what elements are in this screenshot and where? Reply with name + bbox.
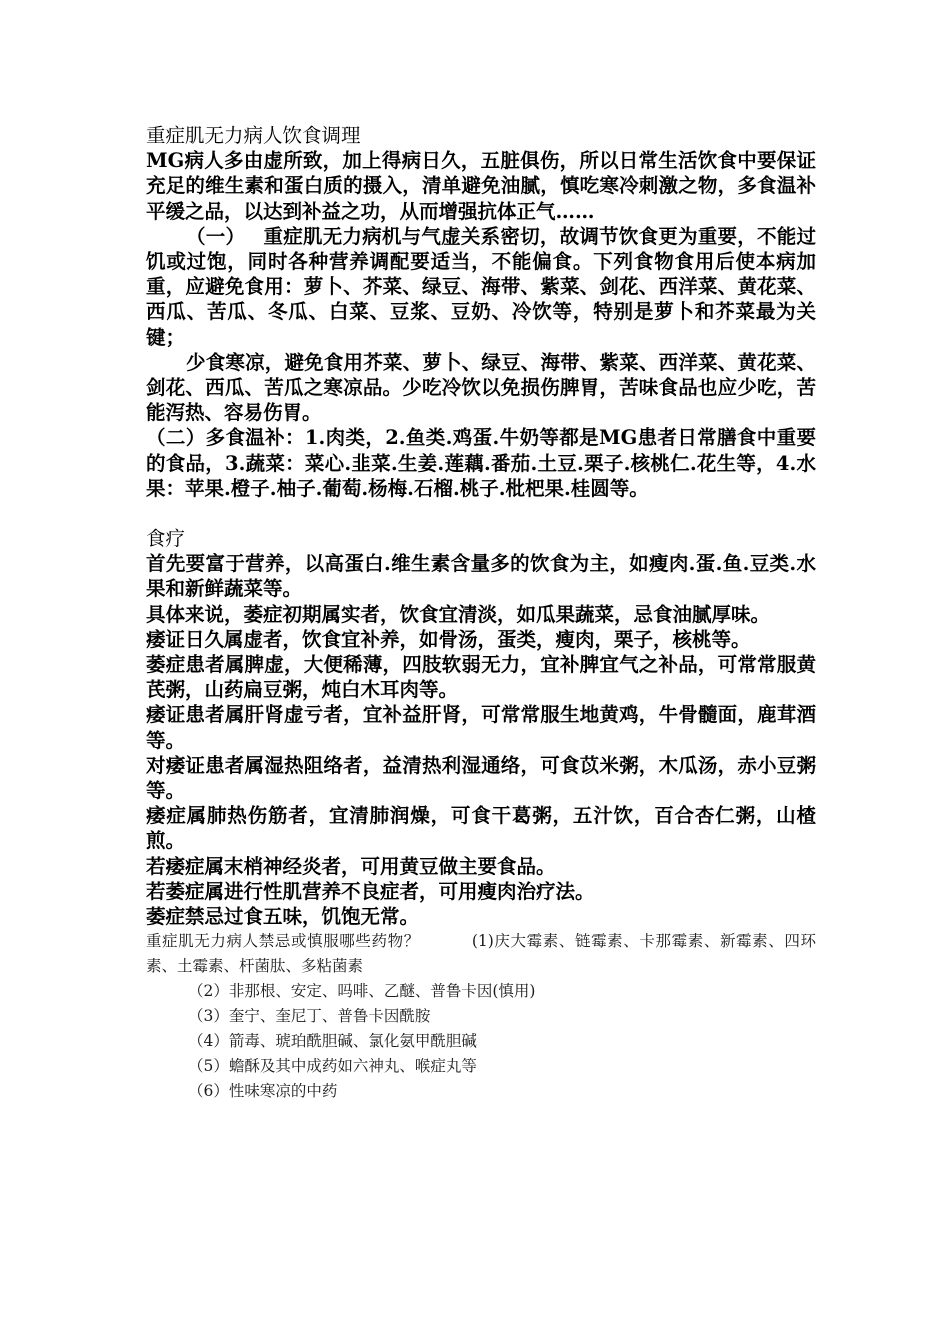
therapy-line: 首先要富于营养，以高蛋白.维生素含量多的饮食为主，如瘦肉.蛋.鱼.豆类.水果和新鲜蔬菜等。 [146, 552, 816, 601]
section2-paragraph [146, 425, 816, 501]
therapy-line: 萎症禁忌过食五味，饥饱无常。 [146, 905, 420, 929]
doc-title: 重症肌无力病人饮食调理 [146, 124, 361, 147]
section2-text: 1.肉类，2.鱼类.鸡蛋.牛奶等都是MG患者日常膳食中重要的食品，3.蔬菜：菜心.韭菜.生姜.莲藕.番茄.土豆.栗子.核桃仁.花生等，4.水果：苹果.橙子.柚子.葡萄.杨梅.石榴.桃子.枇杷果.桂圆等。 [146, 426, 816, 500]
therapy-line: 痿证日久属虚者，饮食宜补养，如骨汤，蛋类，瘦肉，栗子，核桃等。 [146, 627, 751, 651]
cold-food-rest: 少吃冷饮以免损伤脾胃，苦味食品也应少吃，苦能泻热、容易伤胃。 [146, 376, 816, 425]
drug-question-paragraph [146, 929, 816, 979]
therapy-title: 食疗 [146, 527, 186, 551]
section1-paragraph [146, 224, 816, 350]
drug-item-1: (1)庆大霉素、链霉素、卡那霉素、新霉素、四环素、土霉素、杆菌肽、多粘菌素 [146, 932, 816, 976]
therapy-line: 若痿症属末梢神经炎者，可用黄豆做主要食品。 [146, 854, 556, 878]
therapy-line: 对痿证患者属湿热阻络者，益清热利湿通络，可食苡米粥，木瓜汤，赤小豆粥等。 [146, 753, 816, 803]
drug-item: （4）箭毒、琥珀酰胆碱、氯化氨甲酰胆碱 [188, 1032, 477, 1051]
drug-item: （3）奎宁、奎尼丁、普鲁卡因酰胺 [188, 1007, 431, 1026]
therapy-line: 具体来说，萎症初期属实者，饮食宜清淡，如瓜果蔬菜，忌食油腻厚味。 [146, 602, 771, 626]
therapy-line: 痿症属肺热伤筋者，宜清肺润燥，可食干葛粥，五汁饮，百合杏仁粥，山楂煎。 [146, 804, 816, 853]
section1-text-b: 萝卜、芥菜、绿豆、海带、紫菜、剑花、西洋菜、黄花菜、西瓜、苦瓜、冬瓜、白菜、豆浆、豆奶、冷饮等，特别是萝卜和芥菜最为关键； [146, 275, 816, 349]
section2-label: （二）多食温补： [146, 426, 305, 450]
drug-item: （2）非那根、安定、吗啡、乙醚、普鲁卡因(慎用) [188, 982, 536, 1001]
intro-paragraph: MG病人多由虚所致，加上得病日久，五脏俱伤，所以日常生活饮食中要保证充足的维生素和蛋白质的摄入，清单避免油腻，慎吃寒冷刺激之物，多食温补平缓之品，以达到补益之功，从而增强抗体正气…… [146, 149, 816, 223]
therapy-line: 萎症患者属脾虚，大便稀薄，四肢软弱无力，宜补脾宜气之补品，可常常服黄芪粥，山药扁豆粥，炖白木耳肉等。 [146, 653, 816, 702]
therapy-line: 痿证患者属肝肾虚亏者，宜补益肝肾，可常常服生地黄鸡，牛骨髓面，鹿茸酒等。 [146, 703, 816, 752]
cold-food-paragraph [146, 350, 816, 426]
blank-line [146, 501, 816, 526]
document-page [146, 123, 816, 1104]
section1-text-a: 重症肌无力病机与气虚关系密切，故调节饮食更为重要，不能过饥或过饱，同时各种营养调配要适当，不能偏食。下列食物食用后使本病加重，应避免食用： [146, 224, 816, 299]
drug-item: （6）性味寒凉的中药 [188, 1082, 338, 1101]
drug-item: （5）蟾酥及其中成药如六神丸、喉症丸等 [188, 1057, 477, 1076]
section1-label: （一） [186, 224, 246, 248]
drug-question: 重症肌无力病人禁忌或慎服哪些药物？ [146, 932, 420, 951]
therapy-line: 若萎症属进行性肌营养不良症者，可用瘦肉治疗法。 [146, 879, 595, 903]
cold-food-bold: 少食寒凉，避免食用芥菜、萝卜、绿豆、海带、紫菜、西洋菜、黄花菜、剑花、西瓜、苦瓜之寒凉品。 [146, 350, 816, 400]
